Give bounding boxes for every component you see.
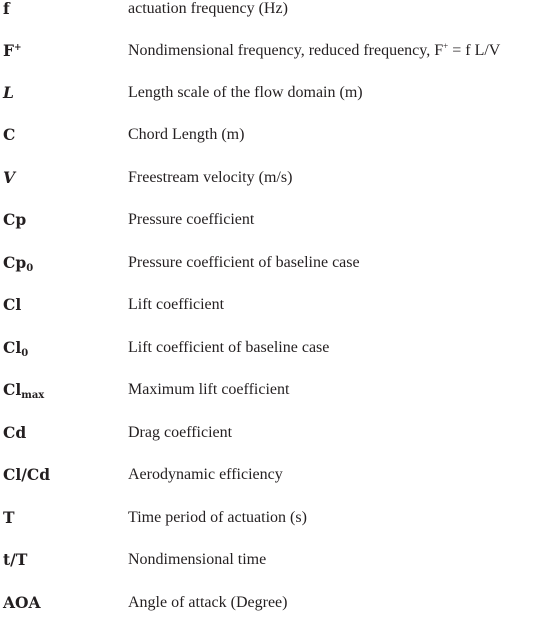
symbol-base: Cp [3, 253, 27, 272]
symbol [3, 333, 28, 363]
symbol-superscript: + [14, 43, 22, 53]
definition: Chord Length (m) [128, 126, 245, 143]
nomenclature-row-cl0 [0, 333, 558, 363]
symbol: L [3, 83, 14, 102]
definition-superscript: + [443, 41, 449, 51]
nomenclature-row-cp [0, 205, 558, 235]
symbol [3, 375, 44, 405]
definition-text: Nondimensional frequency, reduced frequency, F [128, 42, 444, 59]
nomenclature-row-aoa [0, 588, 558, 618]
symbol-base: Cl [3, 338, 22, 357]
symbol: Cp [3, 210, 27, 229]
symbol-subscript: 0 [26, 263, 34, 274]
nomenclature-row-clmax [0, 375, 558, 405]
symbol [3, 248, 33, 278]
definition: Freestream velocity (m/s) [128, 169, 293, 186]
nomenclature-row-cl [0, 290, 558, 320]
definition: Angle of attack (Degree) [128, 594, 288, 611]
nomenclature-row-chord [0, 120, 558, 150]
definition: Maximum lift coefficient [128, 381, 290, 398]
definition: Nondimensional time [128, 551, 267, 568]
nomenclature-row-nondimensional-time [0, 545, 558, 575]
symbol: C [3, 125, 16, 144]
symbol: Cd [3, 423, 27, 442]
definition: Drag coefficient [128, 424, 233, 441]
nomenclature-row-length-scale [0, 78, 558, 108]
symbol: Cl/Cd [3, 465, 51, 484]
symbol-base: F [3, 41, 15, 60]
definition: Time period of actuation (s) [128, 509, 307, 526]
definition: Lift coefficient of baseline case [128, 339, 330, 356]
symbol [3, 36, 22, 66]
definition: Length scale of the flow domain (m) [128, 84, 363, 101]
nomenclature-row-f [0, 0, 558, 24]
nomenclature-row-reduced-frequency [0, 36, 558, 66]
nomenclature-row-time-period [0, 503, 558, 533]
symbol: t/T [3, 550, 28, 569]
symbol-base: Cl [3, 380, 22, 399]
symbol-subscript: 0 [21, 348, 29, 359]
definition [128, 36, 500, 66]
nomenclature-row-cl-cd [0, 460, 558, 490]
definition-formula: = f L/V [448, 42, 501, 59]
symbol: f [3, 0, 10, 18]
symbol: AOA [3, 593, 41, 612]
symbol: V [3, 168, 16, 187]
symbol-subscript: max [21, 390, 45, 401]
nomenclature-row-cp0 [0, 248, 558, 278]
nomenclature-row-velocity [0, 163, 558, 193]
nomenclature-row-cd [0, 418, 558, 448]
definition: Pressure coefficient of baseline case [128, 254, 360, 271]
definition: Pressure coefficient [128, 211, 255, 228]
symbol: T [3, 508, 15, 527]
definition: Aerodynamic efficiency [128, 466, 283, 483]
definition: Lift coefficient [128, 296, 225, 313]
symbol: Cl [3, 295, 22, 314]
definition: actuation frequency (Hz) [128, 0, 288, 17]
